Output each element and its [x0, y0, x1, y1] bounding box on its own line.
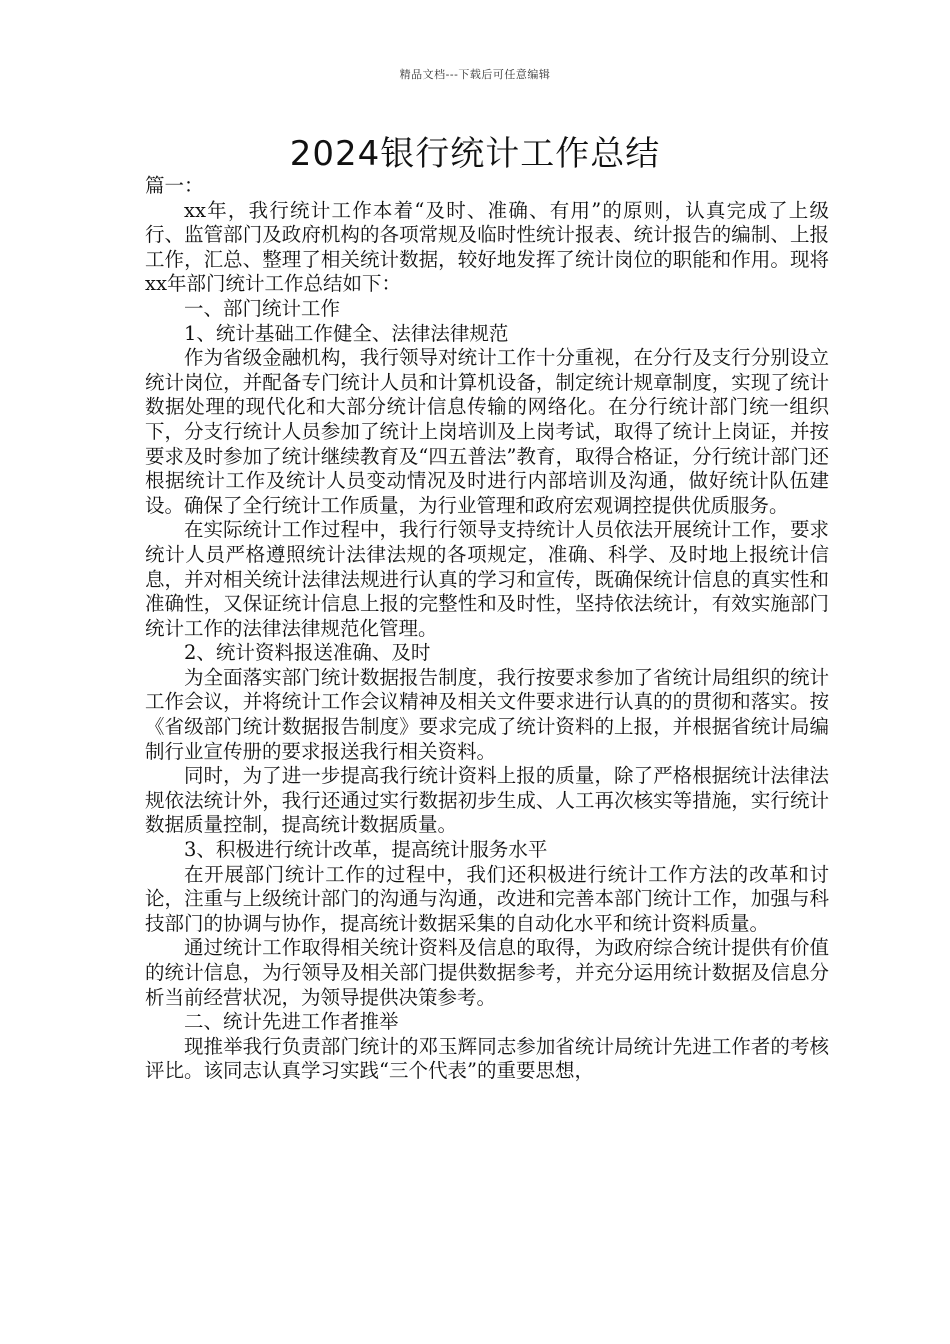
- page-header: 精品文档---下载后可任意编辑: [399, 68, 551, 81]
- paragraph: 为全面落实部门统计数据报告制度，我行按要求参加了省统计局组织的统计工作会议，并将统计工作会议精神及相关文件要求进行认真的的贯彻和落实。按《省级部门统计数据报告制度》要求完成了统计资料的上报，并根据省统计局编制行业宣传册的要求报送我行相关资料。: [145, 665, 829, 763]
- subheading-reform: 3、积极进行统计改革，提高统计服务水平: [184, 838, 548, 862]
- document-body: [145, 174, 829, 1084]
- paragraph: 通过统计工作取得相关统计资料及信息的取得，为政府综合统计提供有价值的统计信息，为行领导及相关部门提供数据参考，并充分运用统计数据及信息分析当前经营状况，为领导提供决策参考。: [145, 936, 829, 1009]
- heading-department-work: 一、部门统计工作: [184, 296, 341, 320]
- subheading-reporting: 2、统计资料报送准确、及时: [184, 641, 431, 665]
- paragraph: 同时，为了进一步提高我行统计资料上报的质量，除了严格根据统计法律法规依法统计外，我行还通过实行数据初步生成、人工再次核实等措施，实行统计数据质量控制，提高统计数据质量。: [145, 764, 829, 837]
- document-title: 2024银行统计工作总结: [289, 134, 661, 174]
- section-label: 篇一：: [145, 174, 204, 197]
- paragraph: 作为省级金融机构，我行领导对统计工作十分重视，在分行及支行分别设立统计岗位，并配备专门统计人员和计算机设备，制定统计规章制度，实现了统计数据处理的现代化和大部分统计信息传输的网络化。在分行统计部门统一组织下，分支行统计人员参加了统计上岗培训及上岗考试，取得了统计上岗证，并按要求及时参加了统计继续教育及“四五普法”教育，取得合格证，分行统计部门还根据统计工作及统计人员变动情况及时进行内部培训及沟通，做好统计队伍建设。确保了全行统计工作质量，为行业管理和政府宏观调控提供优质服务。: [145, 346, 829, 517]
- heading-recommendation: 二、统计先进工作者推举: [184, 1010, 399, 1034]
- paragraph: 在实际统计工作过程中，我行行领导支持统计人员依法开展统计工作，要求统计人员严格遵照统计法律法规的各项规定，准确、科学、及时地上报统计信息，并对相关统计法律法规进行认真的学习和宣传，既确保统计信息的真实性和准确性，又保证统计信息上报的完整性和及时性，坚持依法统计，有效实施部门统计工作的法律法律规范化管理。: [145, 518, 829, 640]
- paragraph: 现推举我行负责部门统计的邓玉辉同志参加省统计局统计先进工作者的考核评比。该同志认真学习实践“三个代表”的重要思想，: [145, 1034, 829, 1083]
- subheading-foundation: 1、统计基础工作健全、法律法律规范: [184, 321, 509, 345]
- paragraph: 在开展部门统计工作的过程中，我们还积极进行统计工作方法的改革和讨论，注重与上级统计部门的沟通与沟通，改进和完善本部门统计工作，加强与科技部门的协调与协作，提高统计数据采集的自动化水平和统计资料质量。: [145, 862, 829, 935]
- paragraph-intro: xx年，我行统计工作本着“及时、准确、有用”的原则，认真完成了上级行、监管部门及政府机构的各项常规及临时性统计报表、统计报告的编制、上报工作，汇总、整理了相关统计数据，较好地发挥了统计岗位的职能和作用。现将xx年部门统计工作总结如下：: [145, 198, 829, 296]
